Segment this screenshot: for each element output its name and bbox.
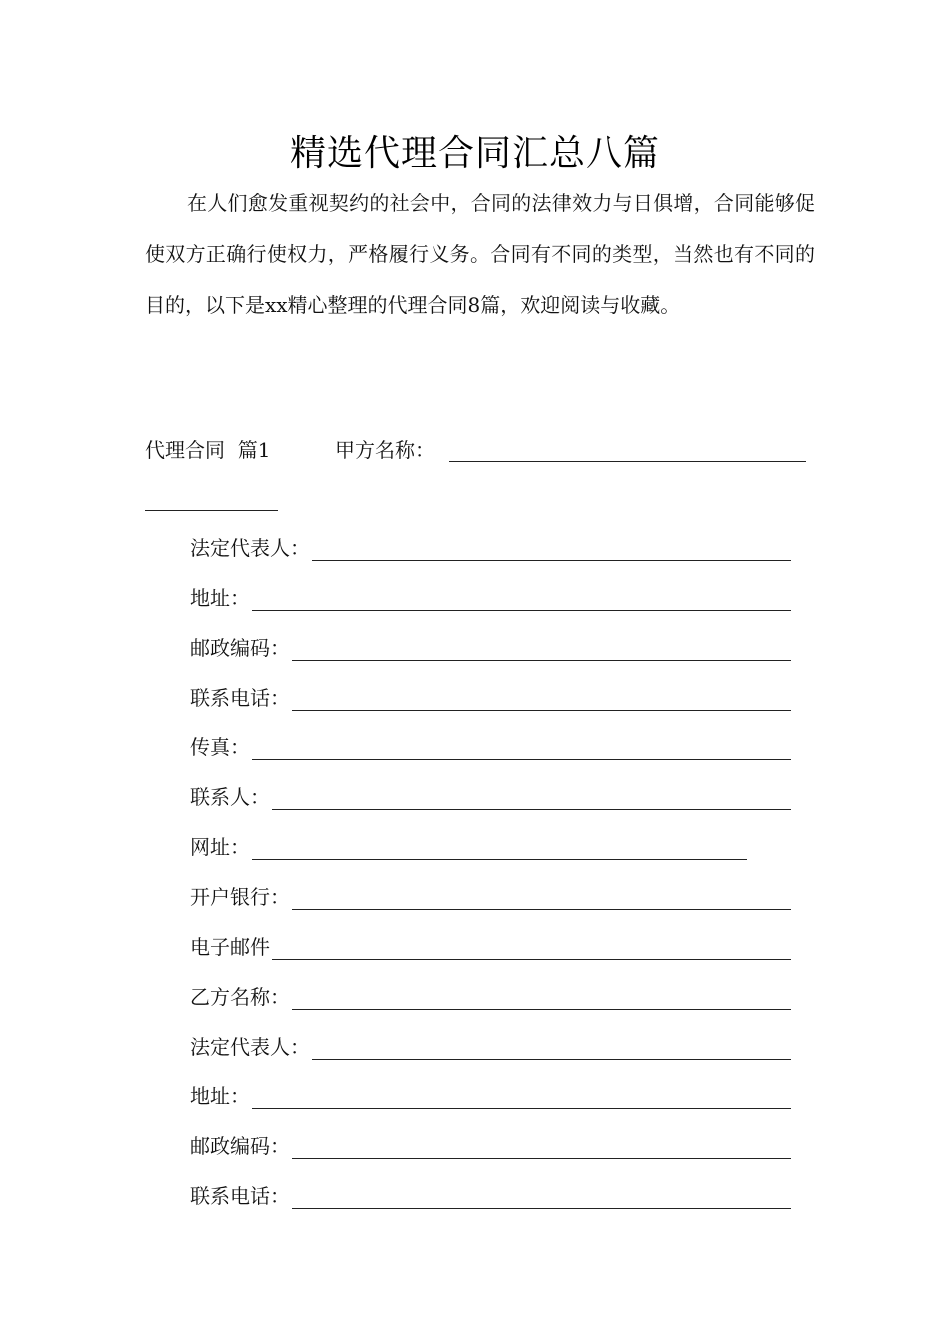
field-blank-legal-rep-b[interactable] — [312, 1059, 791, 1060]
field-blank-party-b-name[interactable] — [292, 1009, 791, 1010]
intro-paragraph: 在人们愈发重视契约的社会中，合同的法律效力与日俱增，合同能够促使双方正确行使权力，严格履行义务。合同有不同的类型，当然也有不同的目的，以下是xx精心整理的代理合同8篇，欢迎阅读与收藏。 — [145, 191, 815, 317]
field-label-phone-b: 联系电话： — [190, 1184, 290, 1208]
field-label-address-a: 地址： — [190, 586, 250, 610]
field-label-postcode-a: 邮政编码： — [190, 636, 290, 660]
field-label-address-b: 地址： — [190, 1084, 250, 1108]
field-blank-website-a[interactable] — [252, 859, 747, 860]
field-blank-legal-rep-a[interactable] — [312, 560, 791, 561]
document-title: 精选代理合同汇总八篇 — [289, 133, 660, 174]
field-label-phone-a: 联系电话： — [190, 686, 290, 710]
field-label-fax-a: 传真： — [190, 735, 250, 759]
section-heading — [145, 428, 815, 478]
field-label-bank-a: 开户银行： — [190, 885, 290, 909]
party-a-name-blank — [449, 461, 806, 462]
field-label-party-b-name: 乙方名称： — [190, 985, 290, 1009]
field-blank-fax-a[interactable] — [252, 759, 791, 760]
field-blank-bank-a[interactable] — [292, 909, 791, 910]
field-label-contact-a: 联系人： — [190, 785, 270, 809]
field-blank-postcode-a[interactable] — [292, 660, 791, 661]
field-label-legal-rep-b: 法定代表人： — [190, 1035, 310, 1059]
field-label-email-a: 电子邮件 — [190, 935, 270, 959]
field-blank-postcode-b[interactable] — [292, 1158, 791, 1159]
field-blank-address-a[interactable] — [252, 610, 791, 611]
section-label: 代理合同 篇1 — [145, 438, 271, 462]
field-blank-contact-a[interactable] — [272, 809, 791, 810]
field-blank-email-a[interactable] — [272, 959, 791, 960]
field-blank-phone-b[interactable] — [292, 1208, 791, 1209]
field-label-postcode-b: 邮政编码： — [190, 1134, 290, 1158]
field-label-website-a: 网址： — [190, 835, 250, 859]
field-blank-phone-a[interactable] — [292, 710, 791, 711]
party-a-name-label: 甲方名称： — [335, 438, 435, 462]
field-blank-address-b[interactable] — [252, 1108, 791, 1109]
party-a-name-blank-continued — [145, 510, 278, 511]
field-label-legal-rep-a: 法定代表人： — [190, 536, 310, 560]
